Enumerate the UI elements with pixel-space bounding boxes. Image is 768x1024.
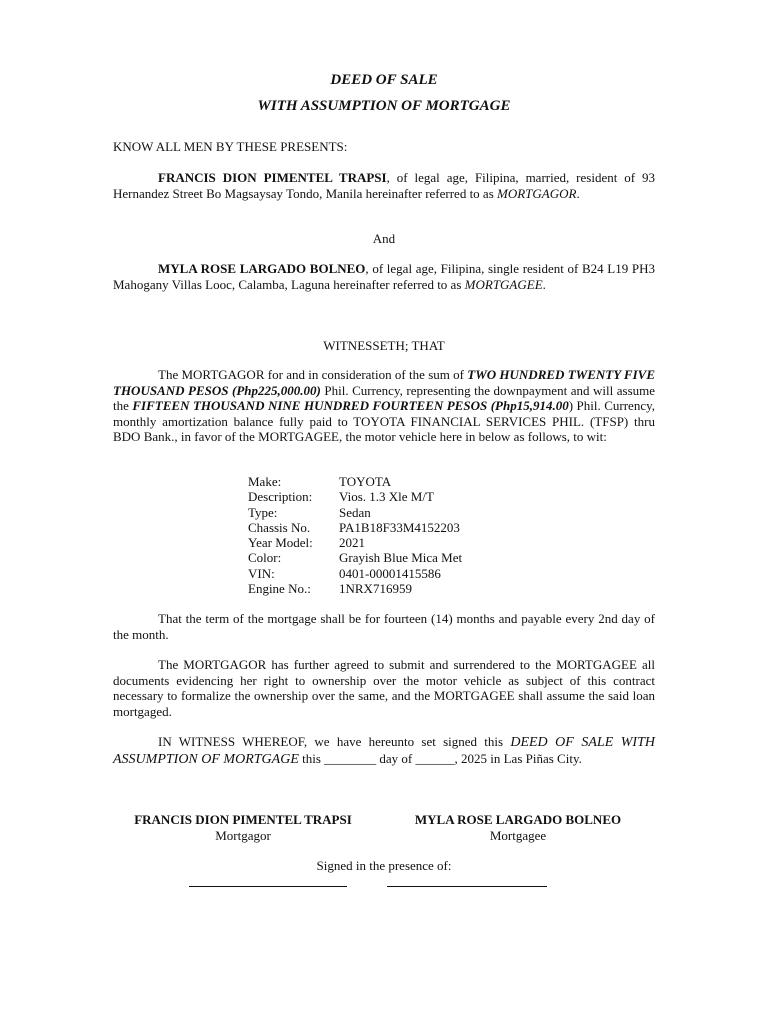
spec-value: Grayish Blue Mica Met [339,550,463,566]
consideration-amount-2: FIFTEEN THOUSAND NINE HUNDRED FOURTEEN PESOS (Php15,914.00 [132,398,569,413]
consideration-amount-1: TWO HUNDRED TWENTY FIVE THOUSAND PESOS (Php225,000.00) [113,367,655,398]
mortgagor-name: FRANCIS DION PIMENTEL TRAPSI [158,170,387,185]
consideration-text-1: The MORTGAGOR for and in consideration of the sum of [158,367,468,382]
vehicle-spec-row [248,505,568,520]
vehicle-spec-row [248,489,568,504]
witness-text-1: IN WITNESS WHEREOF, we have hereunto set signed this [158,734,511,749]
spec-label: Make: [248,474,282,489]
spec-label: VIN: [248,565,275,581]
document-title-line2: WITH ASSUMPTION OF MORTGAGE [257,98,511,114]
mortgagee-description: , of legal age, Filipina, single resident of B24 L19 PH3 Mahogany Villas Looc, Calamba, Laguna hereinafter referred to as [113,261,655,292]
signatory-name: MYLA ROSE LARGADO BOLNEO [414,812,622,827]
spec-label: Description: [248,489,313,505]
spec-value: 0401-00001415586 [339,565,441,581]
spec-label: Chassis No. [248,519,311,535]
witness-doc-name: DEED OF SALE WITH ASSUMPTION OF MORTGAGE [113,735,655,767]
mortgagor-role: MORTGAGOR [497,185,577,201]
witness-signature-line-2 [387,886,547,887]
vehicle-spec-list [248,474,568,596]
consideration-text-3: ) Phil. Currency, monthly amortization balance fully paid to TOYOTA FINANCIAL SERVICES PHIL. (TFSP) thru BDO Bank., in favor of the MORTGAGEE, the motor vehicle here in below as follows, to wit: [113,398,656,444]
spec-label: Color: [248,550,282,566]
mortgagee-end: . [542,276,546,292]
and-separator: And [372,231,396,246]
spec-label: Engine No.: [248,581,311,597]
mortgagee-name: MYLA ROSE LARGADO BOLNEO [158,261,366,276]
vehicle-spec-row [248,550,568,565]
spec-label: Year Model: [248,535,313,551]
spec-value: TOYOTA [339,474,392,489]
spec-value: PA1B18F33M4152203 [339,519,460,535]
vehicle-spec-row [248,474,568,489]
document-title-line1: DEED OF SALE [330,72,438,88]
witnesseth-heading: WITNESSETH; THAT [323,338,445,353]
spec-value: 1NRX716959 [339,581,412,597]
vehicle-spec-row [248,520,568,535]
spec-value: 2021 [339,535,365,551]
witness-paragraph [113,734,655,768]
spec-label: Type: [248,504,278,520]
mortgagee-role: MORTGAGEE [464,276,543,292]
spec-value: Sedan [339,504,371,520]
documents-paragraph: The MORTGAGOR has further agreed to submit and surrendered to the MORTGAGEE all documents evidencing her right to ownership over the motor vehicle as subject of this contract necessary to formalize the ownership over the same, and the MORTGAGEE shall assume the said loan mortgaged. [113,657,655,719]
mortgagor-end: . [576,185,580,201]
signatory-role: Mortgagor [215,827,271,843]
mortgagor-description: , of legal age, Filipina, married, resident of 93 Hernandez Street Bo Magsaysay Tondo, Manila hereinafter referred to as [113,170,656,201]
mortgagee-paragraph [113,261,655,292]
signatory-mortgagee [368,812,668,843]
consideration-text-2: Phil. Currency, representing the downpayment and will assume the [113,382,656,413]
witness-text-2: this ________ day of ______, 2025 in Las Piñas City. [298,751,582,766]
vehicle-spec-row [248,581,568,596]
opening-line: KNOW ALL MEN BY THESE PRESENTS: [113,139,348,154]
signatory-role: Mortgagee [489,827,547,843]
term-paragraph: That the term of the mortgage shall be for fourteen (14) months and payable every 2nd day of the month. [113,611,655,642]
presence-heading: Signed in the presence of: [316,858,452,873]
vehicle-spec-row [248,566,568,581]
mortgagor-paragraph [113,170,655,201]
signatory-name: FRANCIS DION PIMENTEL TRAPSI [134,812,352,827]
witness-signature-line-1 [189,886,347,887]
vehicle-spec-row [248,535,568,550]
consideration-paragraph [113,367,655,445]
spec-value: Vios. 1.3 Xle M/T [339,489,434,505]
signatory-mortgagor [93,812,393,843]
